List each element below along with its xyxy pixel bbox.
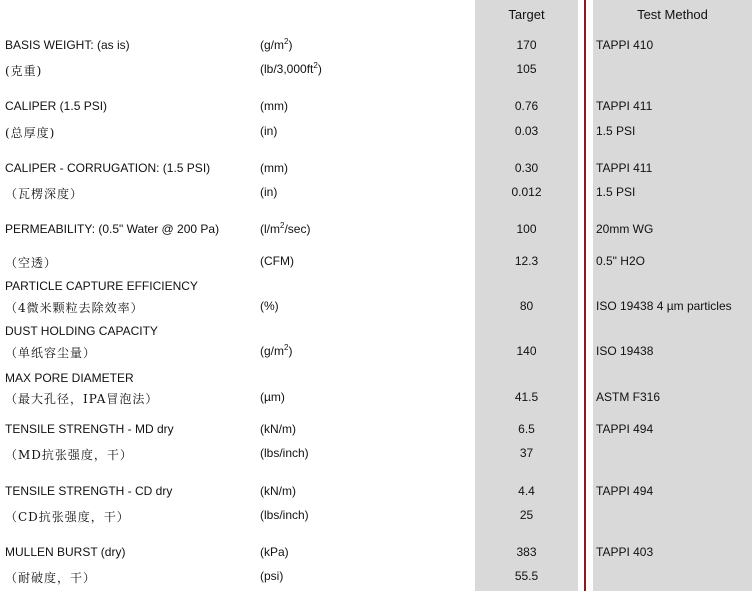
table-row	[0, 484, 752, 502]
unit-label	[260, 484, 296, 498]
target-value: 80	[519, 299, 534, 313]
table-row	[0, 38, 752, 56]
target-value: 170	[516, 38, 537, 52]
unit-text: (psi)	[260, 569, 284, 583]
target-value: 0.012	[511, 185, 542, 199]
table-row	[0, 185, 752, 203]
unit-label	[260, 62, 322, 76]
unit-label	[260, 569, 283, 583]
target-value: 0.03	[514, 124, 539, 138]
property-label: （空透）	[5, 256, 58, 270]
test-method: ASTM F316	[596, 390, 661, 404]
property-label: （耐破度，干）	[5, 571, 97, 585]
property-label: CALIPER - CORRUGATION: (1.5 PSI)	[5, 161, 211, 175]
table-row	[0, 299, 752, 317]
table-row	[0, 62, 752, 80]
unit-text: (l/m	[260, 222, 280, 236]
unit-text: (g/m	[260, 38, 284, 52]
property-label: DUST HOLDING CAPACITY	[5, 324, 158, 338]
table-row	[0, 371, 752, 389]
property-label: TENSILE STRENGTH - MD dry	[5, 422, 174, 436]
table-row	[0, 446, 752, 464]
table-row	[0, 99, 752, 117]
unit-text: (CFM)	[260, 254, 294, 268]
unit-text: (mm)	[260, 161, 288, 175]
table-row	[0, 124, 752, 142]
unit-label	[260, 545, 289, 559]
table-row	[0, 279, 752, 297]
unit-label	[260, 446, 309, 460]
table-row	[0, 161, 752, 179]
property-label: PERMEABILITY: (0.5" Water @ 200 Pa)	[5, 222, 220, 236]
unit-label	[260, 344, 292, 358]
unit-label	[260, 161, 288, 175]
unit-superscript: 2	[313, 61, 318, 70]
target-value: 55.5	[514, 569, 539, 583]
unit-label	[260, 390, 285, 404]
target-value: 383	[516, 545, 537, 559]
table-row	[0, 545, 752, 563]
test-method: TAPPI 410	[596, 38, 654, 52]
unit-text: (lbs/inch)	[260, 446, 309, 460]
property-label: （4微米颗粒去除效率）	[5, 301, 144, 315]
unit-label	[260, 299, 279, 313]
test-method: ISO 19438 4 µm particles	[596, 299, 732, 313]
target-value: 105	[516, 62, 537, 76]
target-value: 41.5	[514, 390, 539, 404]
unit-text: (lbs/inch)	[260, 508, 309, 522]
unit-text: (in)	[260, 185, 278, 199]
test-method: 0.5" H2O	[596, 254, 645, 268]
unit-text: (%)	[260, 299, 279, 313]
property-label: PARTICLE CAPTURE EFFICIENCY	[5, 279, 198, 293]
target-value: 12.3	[514, 254, 539, 268]
test-method: 1.5 PSI	[596, 185, 636, 199]
unit-superscript: 2	[284, 37, 289, 46]
test-method: TAPPI 403	[596, 545, 654, 559]
table-row	[0, 390, 752, 408]
unit-label	[260, 222, 310, 236]
property-label: BASIS WEIGHT: (as is)	[5, 38, 130, 52]
test-method: 1.5 PSI	[596, 124, 636, 138]
unit-label	[260, 422, 296, 436]
unit-text: (µm)	[260, 390, 285, 404]
unit-superscript: 2	[284, 343, 289, 352]
unit-text: (kN/m)	[260, 484, 296, 498]
target-value: 6.5	[518, 422, 535, 436]
target-value: 140	[516, 344, 537, 358]
target-value: 4.4	[518, 484, 535, 498]
unit-label	[260, 254, 294, 268]
table-row	[0, 344, 752, 362]
unit-text: (g/m	[260, 344, 284, 358]
unit-label	[260, 508, 309, 522]
unit-text: (mm)	[260, 99, 288, 113]
property-label: (总厚度)	[5, 126, 56, 140]
target-value: 37	[519, 446, 534, 460]
test-method: ISO 19438	[596, 344, 654, 358]
unit-label	[260, 185, 277, 199]
test-method: TAPPI 411	[596, 99, 653, 113]
property-label: （CD抗张强度，干）	[5, 510, 130, 524]
target-value: 25	[519, 508, 534, 522]
target-header: Target	[508, 7, 545, 22]
unit-label	[260, 124, 277, 138]
property-label: MAX PORE DIAMETER	[5, 371, 134, 385]
table-row	[0, 254, 752, 272]
property-label: （最大孔径，IPA冒泡法）	[5, 392, 159, 406]
test-method: TAPPI 494	[596, 422, 654, 436]
test-method: TAPPI 411	[596, 161, 653, 175]
target-value: 0.76	[514, 99, 539, 113]
unit-text-tail: )	[288, 344, 293, 358]
unit-label	[260, 38, 292, 52]
property-label: （MD抗张强度，干）	[5, 448, 133, 462]
property-label: CALIPER (1.5 PSI)	[5, 99, 108, 113]
test-method-header: Test Method	[637, 7, 708, 22]
unit-text-tail: )	[317, 62, 322, 76]
test-method: TAPPI 494	[596, 484, 654, 498]
unit-text-tail: )	[288, 38, 293, 52]
property-label: (克重)	[5, 64, 43, 78]
property-label: （瓦楞深度）	[5, 187, 84, 201]
property-label: TENSILE STRENGTH - CD dry	[5, 484, 173, 498]
unit-text: (lb/3,000ft	[260, 62, 314, 76]
table-row	[0, 569, 752, 587]
target-value: 100	[516, 222, 537, 236]
property-label: （单纸容尘量）	[5, 346, 97, 360]
unit-text: (in)	[260, 124, 278, 138]
target-value: 0.30	[514, 161, 539, 175]
unit-text: (kN/m)	[260, 422, 296, 436]
unit-label	[260, 99, 288, 113]
table-row	[0, 222, 752, 240]
test-method: 20mm WG	[596, 222, 654, 236]
unit-text-tail: /sec)	[284, 222, 311, 236]
table-row	[0, 422, 752, 440]
table-row	[0, 508, 752, 526]
property-label: MULLEN BURST (dry)	[5, 545, 126, 559]
unit-text: (kPa)	[260, 545, 289, 559]
unit-superscript: 2	[280, 221, 285, 230]
table-row	[0, 324, 752, 342]
